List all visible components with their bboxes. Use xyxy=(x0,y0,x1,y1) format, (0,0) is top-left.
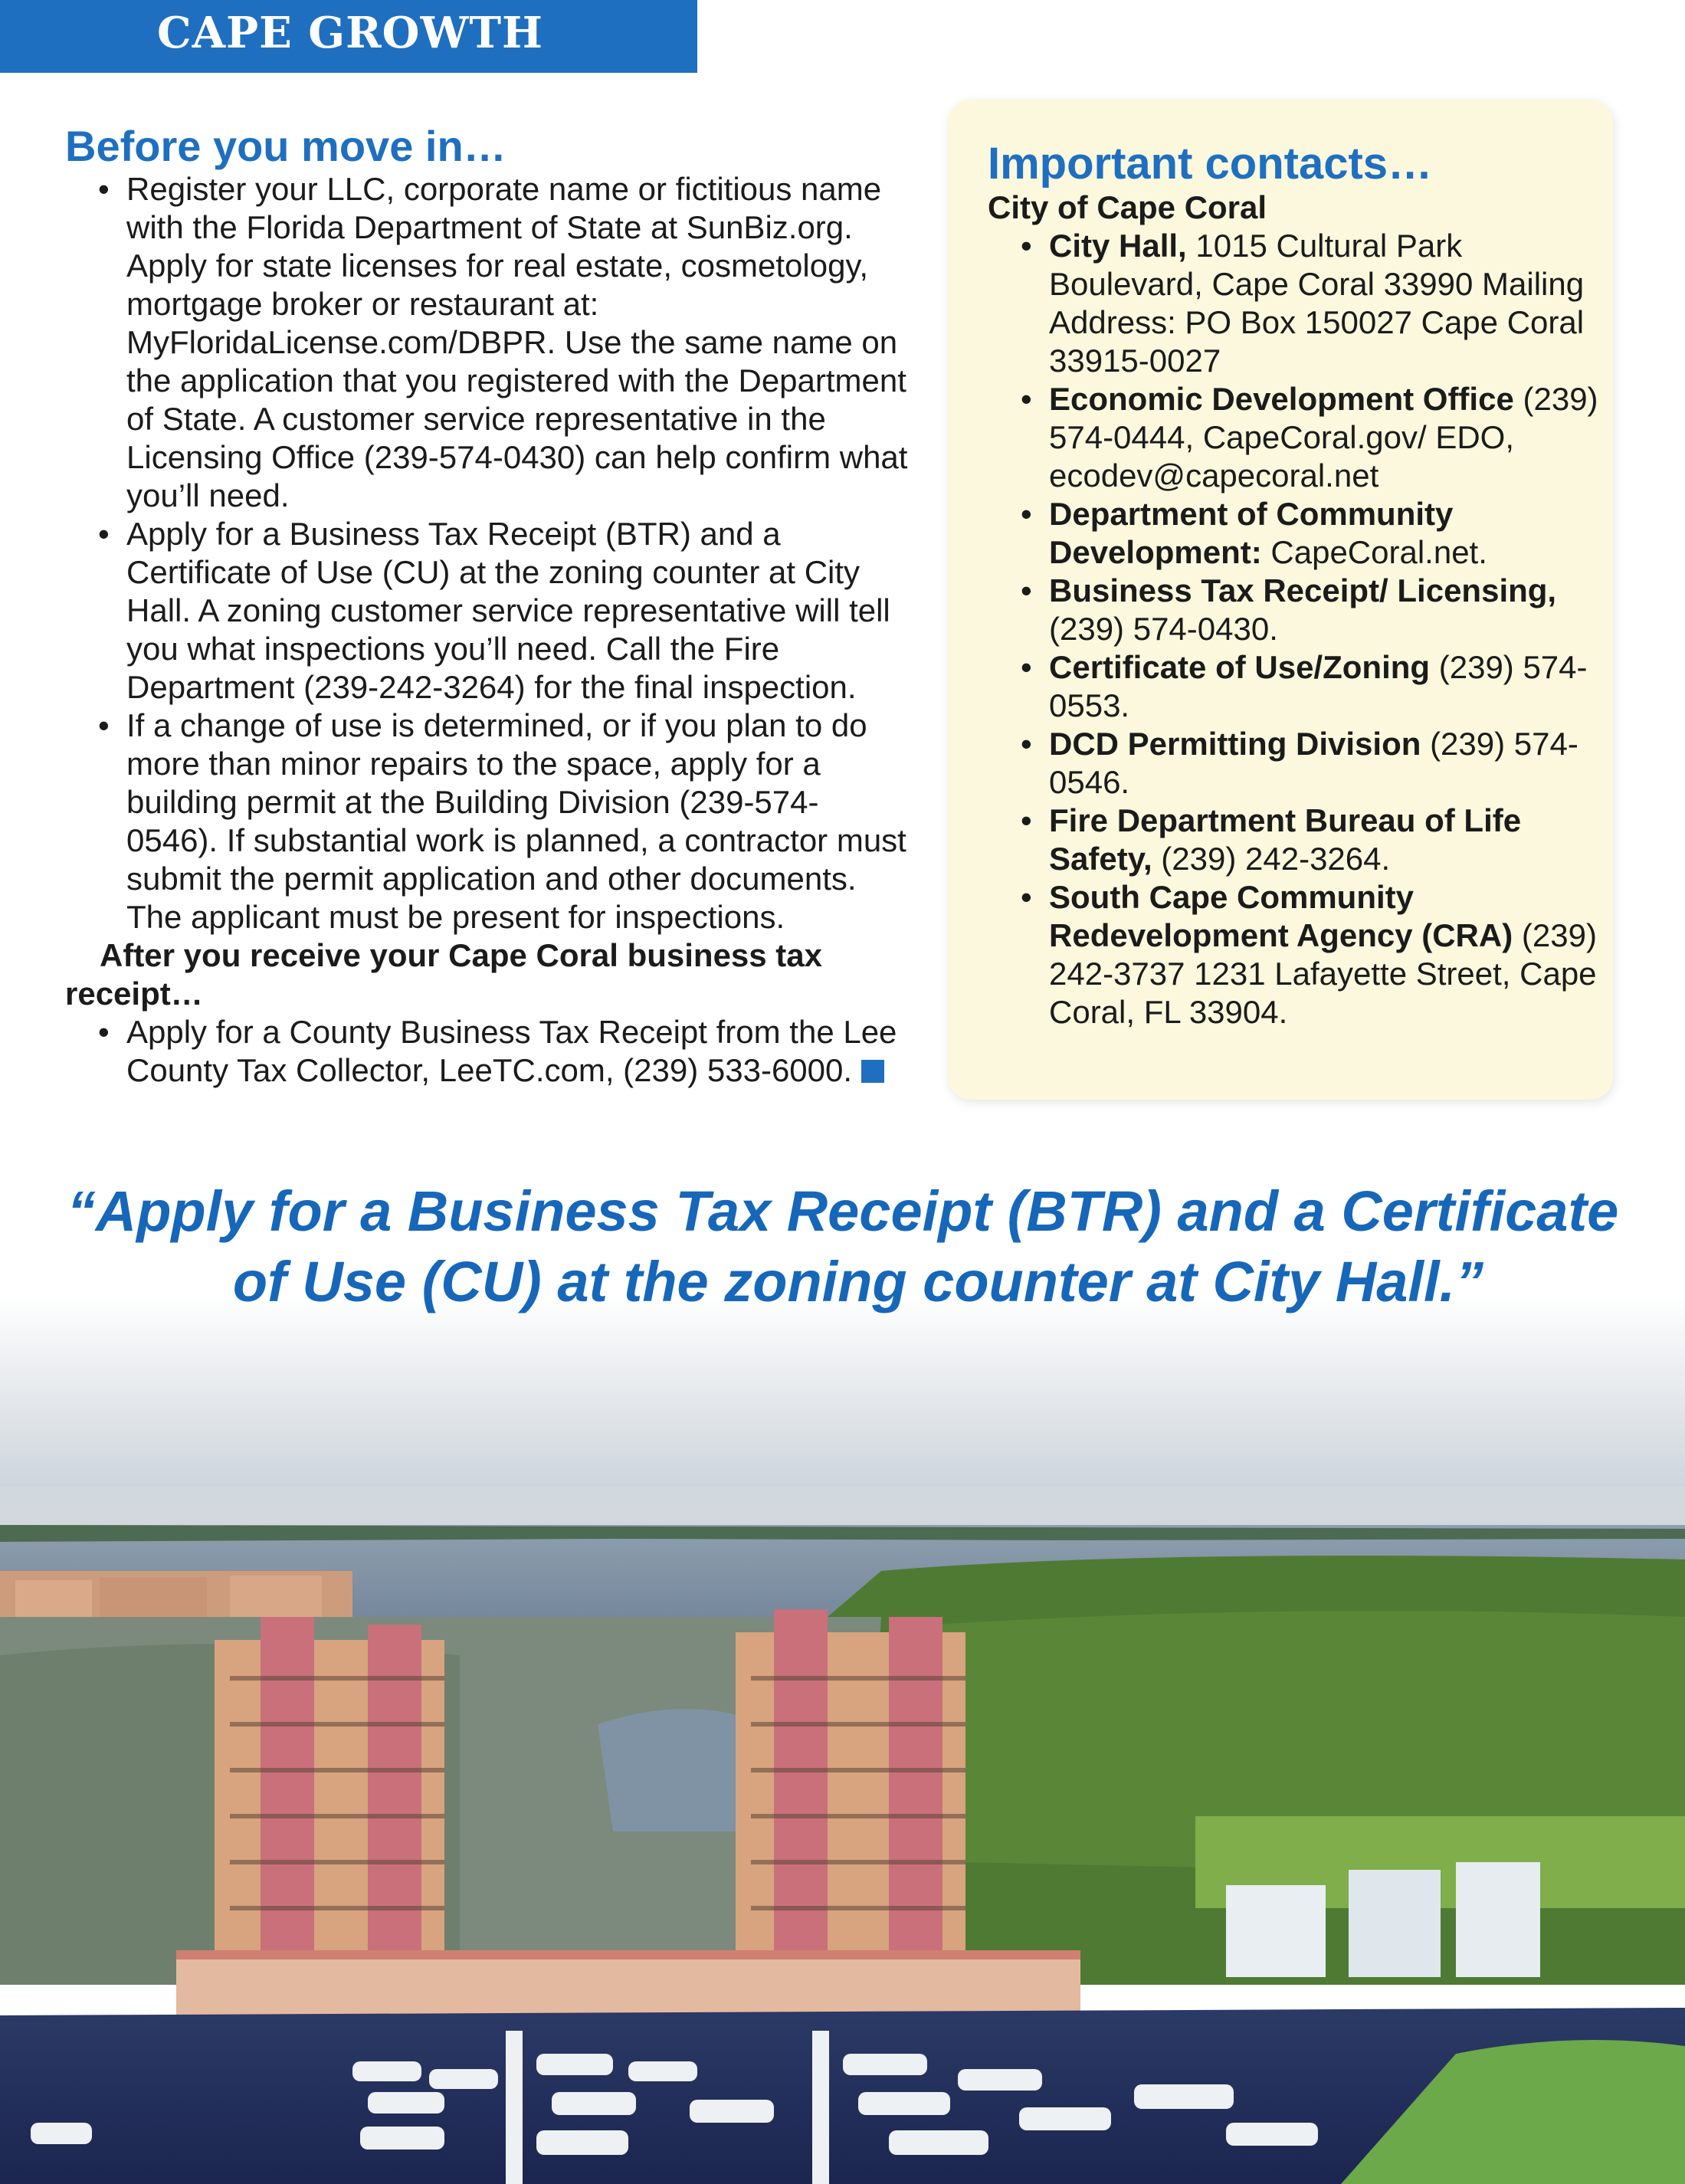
pull-quote xyxy=(46,1176,1640,1317)
contact-item: • Fire Department Bureau of Life Safety, (239) 242-3264. xyxy=(1021,802,1522,877)
list-item: • Register your LLC, corporate name or fictitious name with the Florida Department of State at SunBiz.org. Apply for state licenses for real estate, cosmetology, mortgage broker or restaurant at: MyFloridaLicense.com/DBPR. Use the same name on the application that you registered with the Department of State. A customer service representative in the Licensing Office (239-574-0430) can help confirm what you’ll need. xyxy=(98,171,908,513)
contact-item: • City Hall, 1015 Cultural Park Boulevard, Cape Coral 33990 Mailing Address: PO Box 150027 Cape Coral 33915-0027 xyxy=(1021,228,1585,379)
contact-item: • Business Tax Receipt/ Licensing, (239) 574-0430. xyxy=(1021,572,1557,647)
contact-item: • South Cape Community Redevelopment Agency (CRA) (239) 242-3737 1231 Lafayette Street, Cape Coral, FL 33904. xyxy=(1021,879,1597,1030)
left-column xyxy=(65,123,908,1090)
list-item: • Apply for a County Business Tax Receipt from the Lee County Tax Collector, LeeTC.com, (239) 533-6000. xyxy=(98,1014,897,1088)
contacts-title: Important contacts… xyxy=(988,139,1433,189)
contacts-subhead: City of Cape Coral xyxy=(988,189,1267,225)
before-title: Before you move in… xyxy=(65,122,506,170)
list-item: • Apply for a Business Tax Receipt (BTR) and a Certificate of Use (CU) at the zoning counter at City Hall. A zoning customer service representative will tell you what inspections you’ll need. Call the Fire Department (239-242-3264) for the final inspection. xyxy=(98,516,890,705)
contact-item: • DCD Permitting Division (239) 574-0546. xyxy=(1021,726,1578,800)
pull-quote-line: “Apply for a Business Tax Receipt (BTR) and a Certificate xyxy=(67,1179,1619,1243)
end-mark-icon xyxy=(861,1060,884,1083)
pull-quote-line: of Use (CU) at the zoning counter at City Hall.” xyxy=(232,1250,1484,1313)
section-label: CAPE GROWTH xyxy=(157,8,543,58)
contacts-box xyxy=(948,100,1613,1100)
contact-item: • Certificate of Use/Zoning (239) 574-0553. xyxy=(1021,649,1588,723)
contact-item: • Department of Community Development: CapeCoral.net. xyxy=(1021,496,1487,570)
before-list xyxy=(65,170,908,936)
after-title: After you receive your Cape Coral business tax receipt… xyxy=(65,937,823,1012)
after-list xyxy=(65,1013,908,1090)
aerial-marina-photo xyxy=(0,1295,1685,2184)
section-banner xyxy=(0,0,697,73)
contact-item: • Economic Development Office (239) 574-0444, CapeCoral.gov/ EDO, ecodev@capecoral.net xyxy=(1021,381,1598,494)
list-item: • If a change of use is determined, or if you plan to do more than minor repairs to the space, apply for a building permit at the Building Division (239-574-0546). If substantial work is planned, a contractor must submit the permit application and other documents. The applicant must be present for inspections. xyxy=(98,707,906,935)
